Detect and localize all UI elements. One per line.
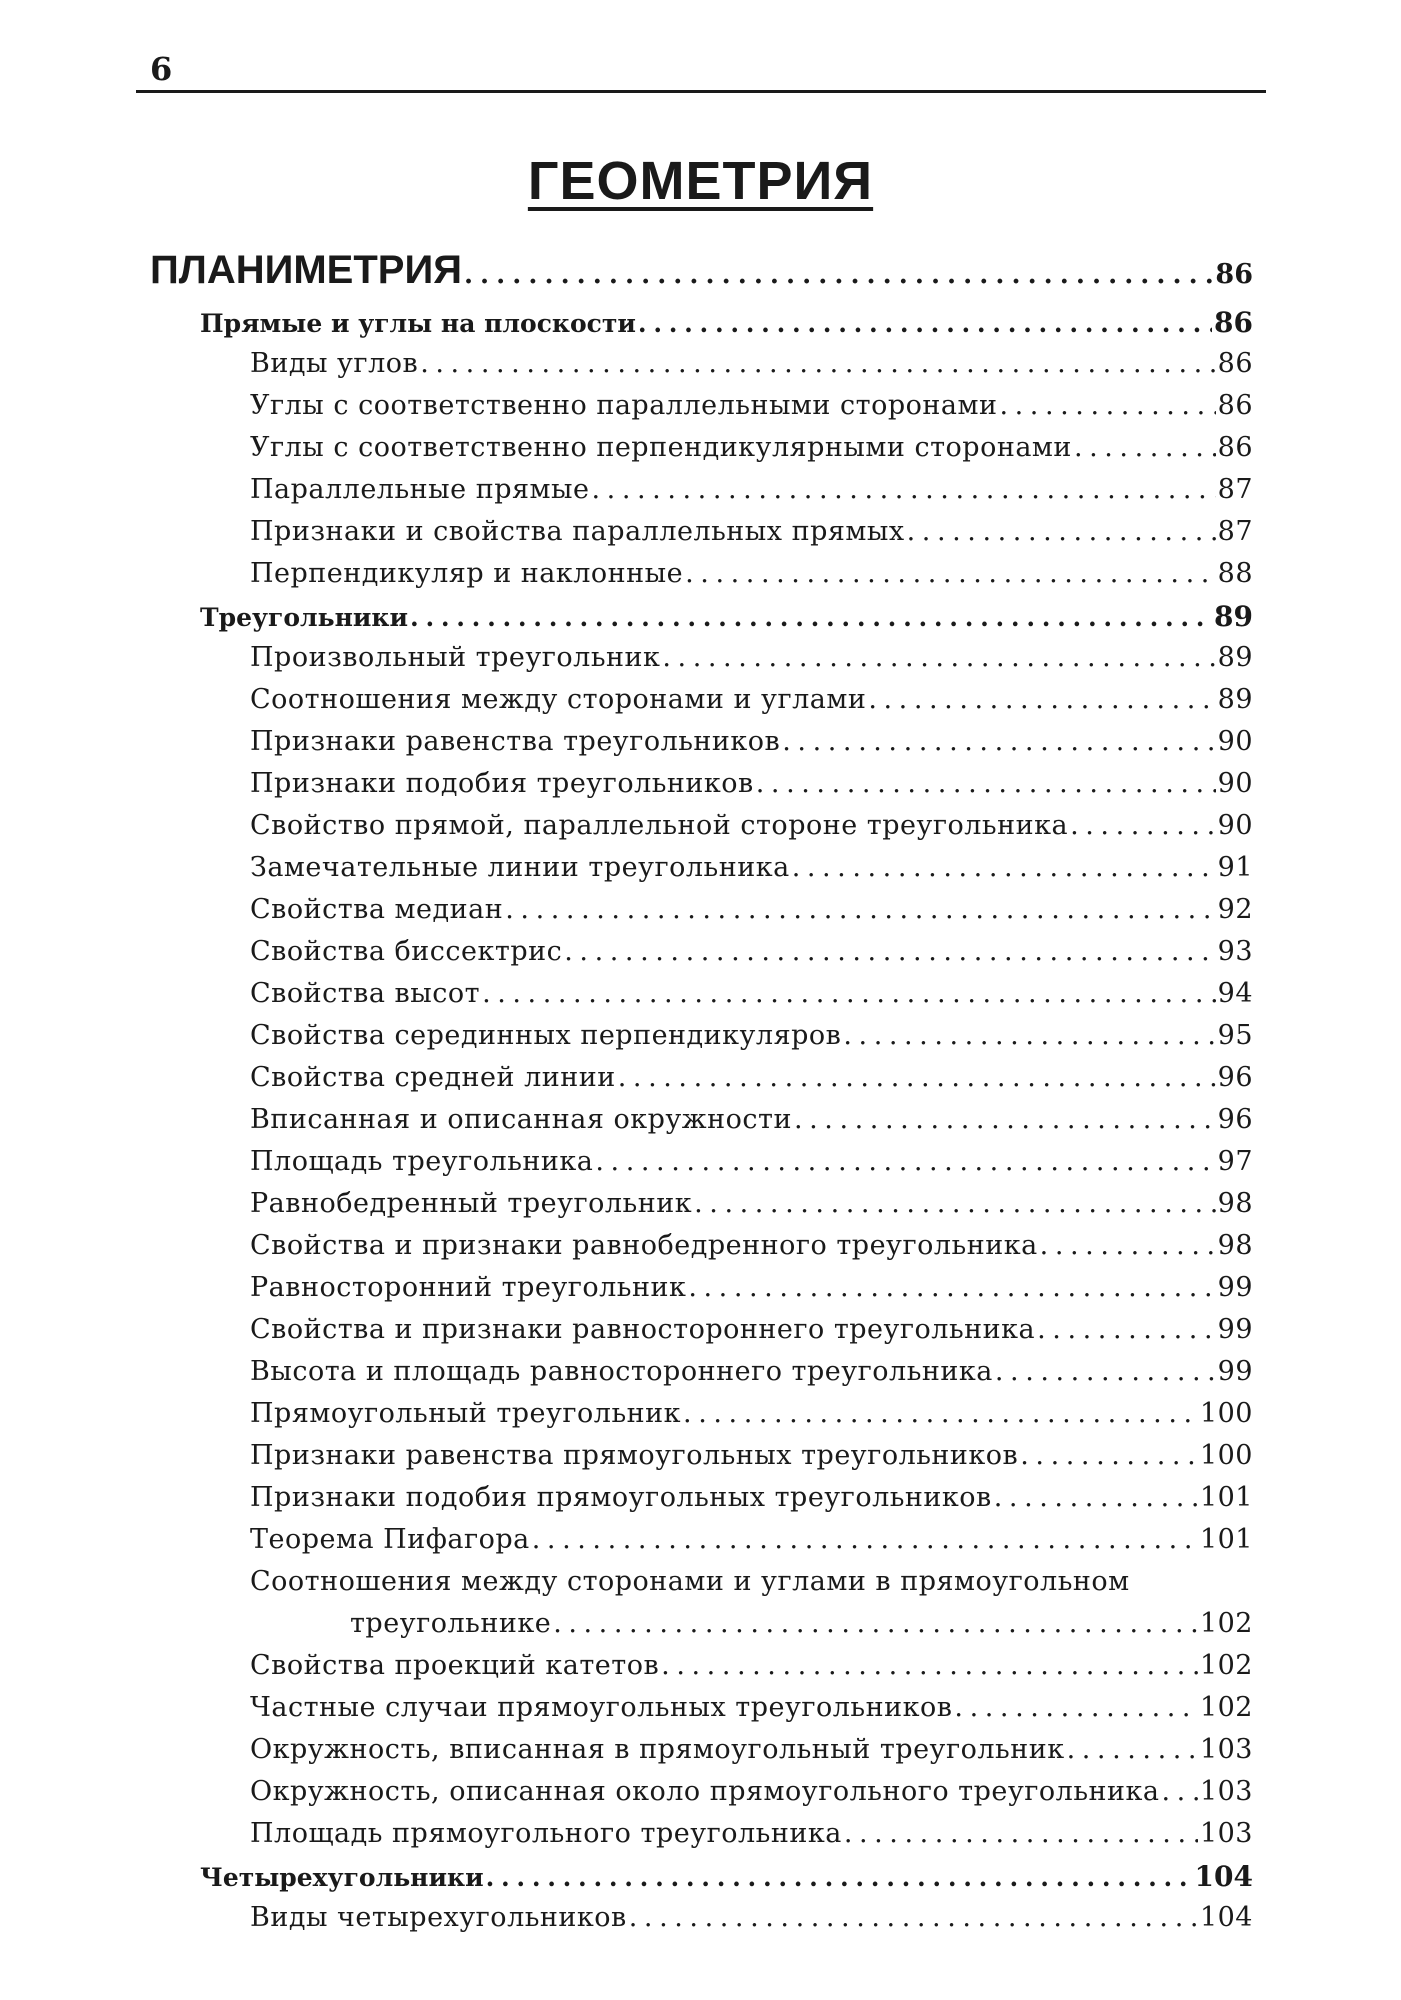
toc-page: 86 xyxy=(1215,259,1253,290)
toc-ch2-items-b xyxy=(0,1650,1401,1860)
toc-leader xyxy=(685,558,1216,589)
toc-leader xyxy=(662,642,1215,673)
toc-entry[interactable] xyxy=(0,1146,1401,1188)
toc-entry[interactable] xyxy=(0,1398,1401,1440)
toc-label: Свойства серединных перпендикуляров xyxy=(250,1020,842,1051)
toc-page: 94 xyxy=(1217,978,1253,1009)
toc-leader xyxy=(486,1863,1193,1892)
toc-label: Свойства средней линии xyxy=(250,1062,616,1093)
toc-page: 89 xyxy=(1214,600,1253,633)
toc-leader xyxy=(1074,432,1216,463)
toc-page: 89 xyxy=(1217,642,1253,673)
toc-entry[interactable] xyxy=(0,810,1401,852)
toc-page: 96 xyxy=(1217,1062,1253,1093)
toc-page: 102 xyxy=(1199,1692,1253,1723)
toc-label: Произвольный треугольник xyxy=(250,642,661,673)
toc-page: 98 xyxy=(1217,1188,1253,1219)
toc-entry[interactable] xyxy=(0,852,1401,894)
toc-entry[interactable] xyxy=(0,432,1401,474)
toc-label: Признаки подобия прямоугольных треугольников xyxy=(250,1482,992,1513)
toc-leader xyxy=(410,603,1212,632)
toc-leader xyxy=(661,1650,1198,1681)
toc-entry[interactable] xyxy=(0,1314,1401,1356)
toc-page: 86 xyxy=(1214,306,1253,339)
toc-entry[interactable] xyxy=(0,768,1401,810)
toc-label: Прямые и углы на плоскости xyxy=(200,309,636,338)
toc-label: ПЛАНИМЕТРИЯ xyxy=(150,248,462,292)
toc-label: треугольнике xyxy=(350,1608,552,1639)
toc-chapter[interactable] xyxy=(0,306,1401,348)
table-of-contents xyxy=(0,248,1401,1944)
toc-entry[interactable] xyxy=(0,390,1401,432)
toc-chapter[interactable] xyxy=(0,600,1401,642)
toc-label: Теорема Пифагора xyxy=(250,1524,530,1555)
toc-page: 95 xyxy=(1217,1020,1253,1051)
toc-label: Свойства медиан xyxy=(250,894,504,925)
toc-entry[interactable] xyxy=(0,894,1401,936)
toc-page: 99 xyxy=(1217,1356,1253,1387)
toc-label: Равнобедренный треугольник xyxy=(250,1188,693,1219)
toc-page: 103 xyxy=(1199,1818,1253,1849)
toc-leader xyxy=(1040,1230,1216,1261)
toc-leader xyxy=(505,894,1215,925)
toc-page: 86 xyxy=(1217,390,1253,421)
toc-label: Свойства биссектрис xyxy=(250,936,563,967)
toc-page: 97 xyxy=(1217,1146,1253,1177)
toc-page: 87 xyxy=(1217,516,1253,547)
toc-leader xyxy=(683,1398,1198,1429)
toc-leader xyxy=(553,1608,1198,1639)
toc-leader xyxy=(868,684,1215,715)
toc-entry[interactable] xyxy=(0,936,1401,978)
toc-leader xyxy=(782,726,1215,757)
toc-page: 103 xyxy=(1199,1734,1253,1765)
toc-entry[interactable] xyxy=(0,1692,1401,1734)
page-title xyxy=(0,150,1401,212)
toc-label: Углы с соответственно параллельными сторонами xyxy=(250,390,998,421)
toc-label: Свойства и признаки равностороннего треугольника xyxy=(250,1314,1036,1345)
toc-leader xyxy=(843,1020,1215,1051)
toc-entry[interactable] xyxy=(0,1482,1401,1524)
toc-label: Свойства и признаки равнобедренного треугольника xyxy=(250,1230,1038,1261)
toc-leader xyxy=(794,1104,1216,1135)
page-title-text: ГЕОМЕТРИЯ xyxy=(527,151,874,211)
toc-entry[interactable] xyxy=(0,1020,1401,1062)
toc-label: Окружность, вписанная в прямоугольный треугольник xyxy=(250,1734,1065,1765)
toc-page: 93 xyxy=(1217,936,1253,967)
toc-entry-wrapped-line1[interactable] xyxy=(0,1566,1401,1608)
toc-label: Соотношения между сторонами и углами в прямоугольном xyxy=(250,1566,1130,1597)
toc-label: Четырехугольники xyxy=(200,1863,484,1892)
toc-page: 104 xyxy=(1194,1860,1253,1893)
toc-entry[interactable] xyxy=(0,1818,1401,1860)
toc-leader xyxy=(532,1524,1198,1555)
toc-entry[interactable] xyxy=(0,1776,1401,1818)
toc-label: Замечательные линии треугольника xyxy=(250,852,790,883)
toc-leader xyxy=(464,260,1213,290)
toc-leader xyxy=(420,348,1215,379)
toc-label: Высота и площадь равностороннего треугольника xyxy=(250,1356,993,1387)
toc-leader xyxy=(1067,1734,1198,1765)
toc-page: 99 xyxy=(1217,1314,1253,1345)
toc-label: Виды углов xyxy=(250,348,419,379)
toc-page: 104 xyxy=(1199,1902,1253,1933)
toc-leader xyxy=(999,390,1215,421)
toc-entry[interactable] xyxy=(0,1230,1401,1272)
toc-label: Вписанная и описанная окружности xyxy=(250,1104,792,1135)
toc-leader xyxy=(694,1188,1216,1219)
toc-entry[interactable] xyxy=(0,1104,1401,1146)
toc-label: Равносторонний треугольник xyxy=(250,1272,687,1303)
toc-entry[interactable] xyxy=(0,1902,1401,1944)
toc-label: Признаки и свойства параллельных прямых xyxy=(250,516,905,547)
toc-label: Углы с соответственно перпендикулярными сторонами xyxy=(250,432,1072,463)
toc-page: 100 xyxy=(1199,1398,1253,1429)
toc-leader xyxy=(482,978,1216,1009)
toc-page: 101 xyxy=(1199,1482,1253,1513)
toc-leader xyxy=(595,1146,1215,1177)
toc-leader xyxy=(756,768,1216,799)
toc-entry-wrapped-line2[interactable] xyxy=(0,1608,1401,1650)
toc-leader xyxy=(1037,1314,1216,1345)
toc-leader xyxy=(844,1818,1198,1849)
toc-entry[interactable] xyxy=(0,1524,1401,1566)
header-rule xyxy=(136,90,1266,93)
toc-label: Свойства проекций катетов xyxy=(250,1650,660,1681)
toc-leader xyxy=(994,1482,1198,1513)
toc-label: Площадь прямоугольного треугольника xyxy=(250,1818,842,1849)
toc-ch2-items xyxy=(0,642,1401,1566)
toc-label: Признаки подобия треугольников xyxy=(250,768,754,799)
toc-section[interactable] xyxy=(0,248,1401,306)
toc-entry[interactable] xyxy=(0,1440,1401,1482)
toc-entry[interactable] xyxy=(0,516,1401,558)
toc-leader xyxy=(907,516,1216,547)
toc-entry[interactable] xyxy=(0,642,1401,684)
toc-entry[interactable] xyxy=(0,1734,1401,1776)
toc-page: 90 xyxy=(1217,726,1253,757)
toc-entry[interactable] xyxy=(0,1650,1401,1692)
toc-entry[interactable] xyxy=(0,558,1401,600)
toc-label: Прямоугольный треугольник xyxy=(250,1398,682,1429)
toc-entry[interactable] xyxy=(0,1356,1401,1398)
toc-leader xyxy=(792,852,1216,883)
toc-page: 89 xyxy=(1217,684,1253,715)
toc-page: 90 xyxy=(1217,768,1253,799)
toc-leader xyxy=(629,1902,1198,1933)
toc-entry[interactable] xyxy=(0,978,1401,1020)
toc-page: 100 xyxy=(1199,1440,1253,1471)
toc-page: 86 xyxy=(1217,348,1253,379)
toc-entry[interactable] xyxy=(0,1188,1401,1230)
toc-page: 92 xyxy=(1217,894,1253,925)
toc-label: Окружность, описанная около прямоугольного треугольника xyxy=(250,1776,1160,1807)
toc-page: 102 xyxy=(1199,1650,1253,1681)
toc-entry[interactable] xyxy=(0,1272,1401,1314)
toc-label: Виды четырехугольников xyxy=(250,1902,627,1933)
toc-leader xyxy=(638,309,1212,338)
toc-label: Параллельные прямые xyxy=(250,474,590,505)
toc-label: Признаки равенства треугольников xyxy=(250,726,781,757)
toc-leader xyxy=(1020,1440,1198,1471)
toc-page: 91 xyxy=(1217,852,1253,883)
toc-page: 86 xyxy=(1217,432,1253,463)
toc-label: Признаки равенства прямоугольных треугольников xyxy=(250,1440,1019,1471)
toc-leader xyxy=(995,1356,1216,1387)
toc-entry[interactable] xyxy=(0,684,1401,726)
toc-leader xyxy=(1161,1776,1197,1807)
toc-entry[interactable] xyxy=(0,1062,1401,1104)
toc-page: 101 xyxy=(1199,1524,1253,1555)
toc-label: Свойства высот xyxy=(250,978,481,1009)
page-number: 6 xyxy=(150,50,173,88)
toc-label: Частные случаи прямоугольных треугольников xyxy=(250,1692,953,1723)
toc-leader xyxy=(618,1062,1216,1093)
toc-page: 96 xyxy=(1217,1104,1253,1135)
toc-page: 99 xyxy=(1217,1272,1253,1303)
toc-page: 88 xyxy=(1217,558,1253,589)
toc-leader xyxy=(564,936,1215,967)
toc-label: Перпендикуляр и наклонные xyxy=(250,558,684,589)
toc-page: 87 xyxy=(1217,474,1253,505)
toc-label: Соотношения между сторонами и углами xyxy=(250,684,867,715)
toc-page: 102 xyxy=(1199,1608,1253,1639)
toc-ch1-items xyxy=(0,348,1401,600)
toc-leader xyxy=(1070,810,1216,841)
toc-leader xyxy=(592,474,1216,505)
toc-leader xyxy=(688,1272,1215,1303)
toc-ch3-items xyxy=(0,1902,1401,1944)
toc-leader xyxy=(954,1692,1198,1723)
toc-entry[interactable] xyxy=(0,726,1401,768)
toc-label: Свойство прямой, параллельной стороне треугольника xyxy=(250,810,1069,841)
toc-label: Треугольники xyxy=(200,603,409,632)
toc-page: 103 xyxy=(1199,1776,1253,1807)
toc-page: 98 xyxy=(1217,1230,1253,1261)
toc-entry[interactable] xyxy=(0,348,1401,390)
toc-label: Площадь треугольника xyxy=(250,1146,594,1177)
toc-chapter[interactable] xyxy=(0,1860,1401,1902)
toc-entry[interactable] xyxy=(0,474,1401,516)
toc-page: 90 xyxy=(1217,810,1253,841)
